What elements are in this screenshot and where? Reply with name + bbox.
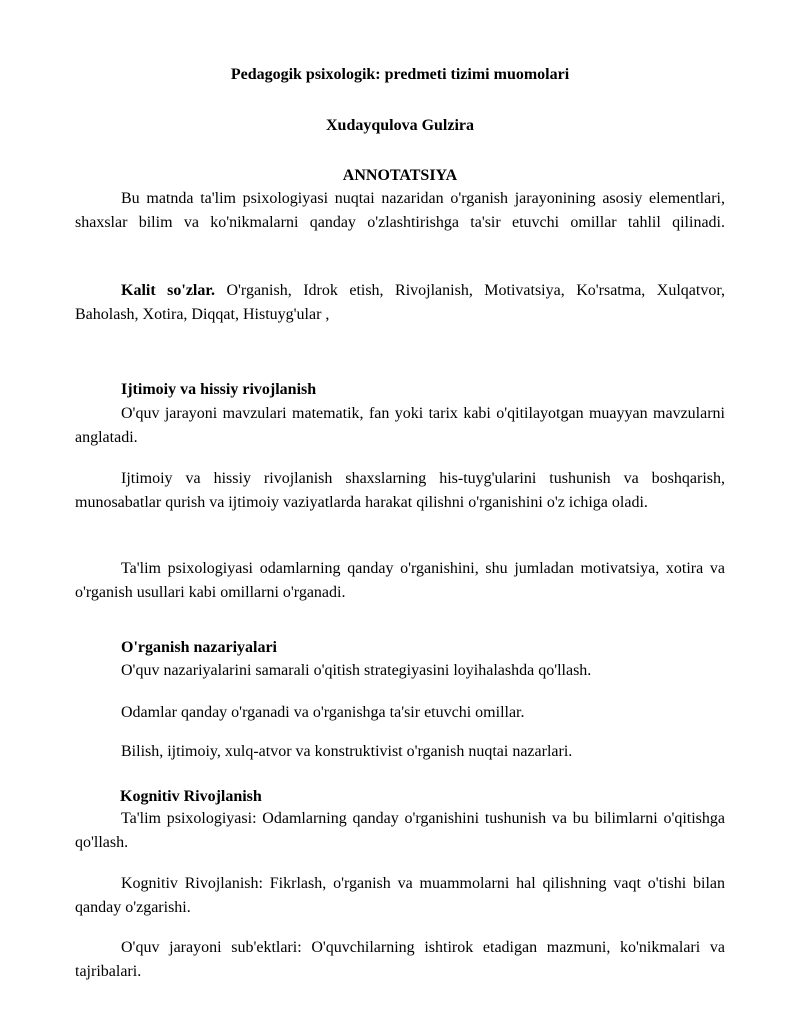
section-paragraph: Ta'lim psixologiyasi: Odamlarning qanday o'rganishini tushunish va bu bilimlarni o'qitishga qo'llash.	[75, 810, 725, 851]
keywords-text: O'rganish, Idrok etish, Rivojlanish, Motivatsiya, Ko'rsatma, Xulqatvor, Baholash, Xotira, Diqqat, Histuyg'ular ,	[75, 282, 725, 323]
annotation-heading: ANNOTATSIYA	[342, 167, 458, 184]
section-paragraph: Odamlar qanday o'rganadi va o'rganishga ta'sir etuvchi omillar.	[121, 704, 525, 721]
annotation-paragraph: Bu matnda ta'lim psixologiyasi nuqtai nazaridan o'rganish jarayonining asosiy elementlari, shaxslar bilim va ko'nikmalarni qanday o'zlashtirishga ta'sir etuvchi omillar tahlil qilinadi.	[75, 190, 725, 231]
section-paragraph: Bilish, ijtimoiy, xulq-atvor va konstruktivist o'rganish nuqtai nazarlari.	[121, 743, 573, 760]
section-paragraph: Ta'lim psixologiyasi odamlarning qanday o'rganishini, shu jumladan motivatsiya, xotira va o'rganish usullari kabi omillarni o'rganadi.	[75, 560, 725, 601]
section-heading: Kognitiv Rivojlanish	[120, 788, 262, 805]
section-paragraph: Ijtimoiy va hissiy rivojlanish shaxslarning his-tuyg'ularini tushunish va boshqarish, munosabatlar qurish va ijtimoiy vaziyatlarda harakat qilishni o'rganishini o'z ichiga oladi.	[75, 470, 725, 511]
document-author: Xudayqulova Gulzira	[325, 117, 475, 134]
keywords-paragraph	[75, 279, 725, 327]
section-paragraph: Kognitiv Rivojlanish: Fikrlash, o'rganish va muammolarni hal qilishning vaqt o'tishi bilan qanday o'zgarishi.	[75, 875, 725, 916]
document-title: Pedagogik psixologik: predmeti tizimi muomolari	[230, 66, 570, 83]
section-paragraph: O'quv nazariyalarini samarali o'qitish strategiyasini loyihalashda qo'llash.	[121, 662, 592, 679]
section-heading: Ijtimoiy va hissiy rivojlanish	[121, 381, 317, 398]
keywords-label: Kalit so'zlar.	[121, 282, 215, 299]
section-paragraph: O'quv jarayoni sub'ektlari: O'quvchilarning ishtirok etadigan mazmuni, ko'nikmalari va tajribalari.	[75, 939, 725, 980]
section-paragraph: O'quv jarayoni mavzulari matematik, fan yoki tarix kabi o'qitilayotgan muayyan mavzularni anglatadi.	[75, 405, 725, 446]
section-heading: O'rganish nazariyalari	[121, 639, 277, 656]
